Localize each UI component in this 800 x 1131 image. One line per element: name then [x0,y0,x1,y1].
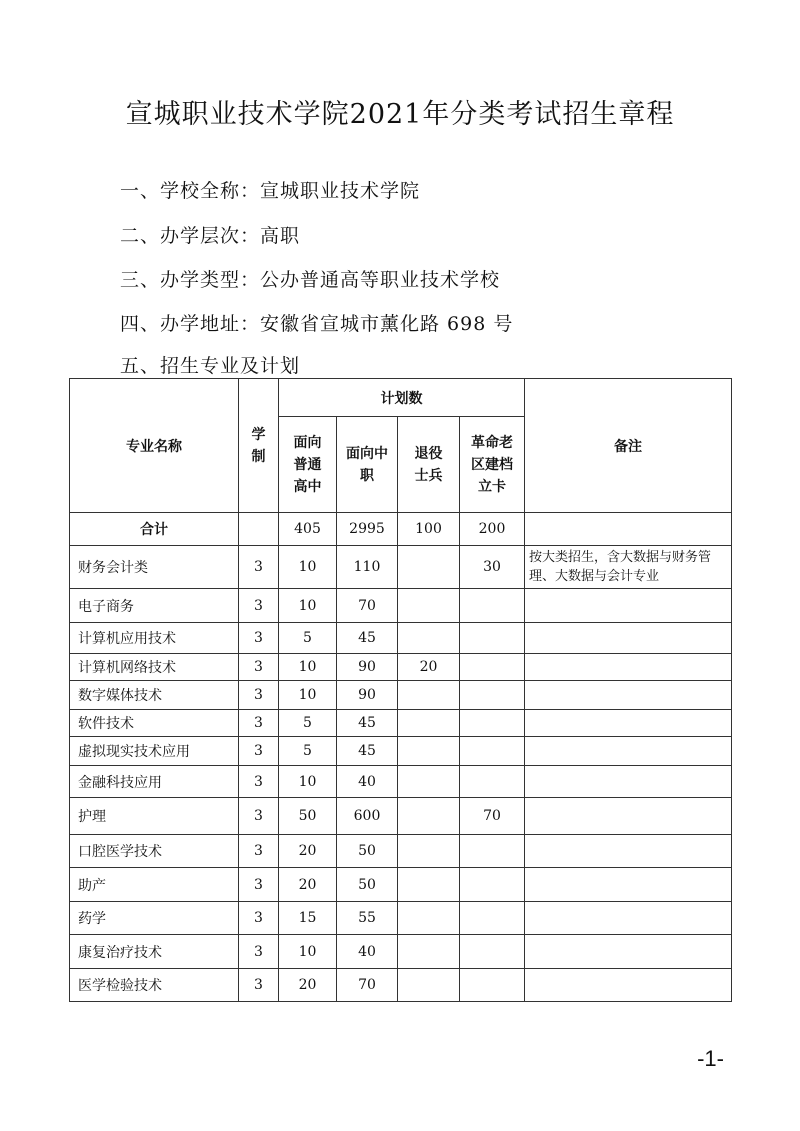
row-remark [525,623,732,654]
row-vocational: 110 [337,546,398,589]
info-school-name: 一、学校全称：宣城职业技术学院 [120,180,421,202]
row-high-school: 5 [279,737,337,766]
row-major: 数字媒体技术 [70,681,239,710]
row-high-school: 20 [279,835,337,868]
row-major: 财务会计类 [70,546,239,589]
row-duration: 3 [239,935,279,969]
row-major: 电子商务 [70,589,239,623]
row-veteran [398,868,460,902]
row-revolutionary [460,868,525,902]
info-address: 四、办学地址：安徽省宣城市薰化路 698 号 [120,313,514,335]
row-remark [525,902,732,935]
row-remark [525,766,732,798]
row-vocational: 50 [337,835,398,868]
row-remark [525,737,732,766]
table-row [70,798,732,835]
page-number: -1- [697,1046,724,1071]
row-revolutionary [460,681,525,710]
total-remark [525,513,732,546]
row-revolutionary [460,654,525,681]
row-high-school: 10 [279,654,337,681]
row-duration: 3 [239,710,279,737]
row-duration: 3 [239,681,279,710]
row-veteran [398,589,460,623]
row-high-school: 20 [279,868,337,902]
total-row [70,513,732,546]
row-duration: 3 [239,868,279,902]
table-row [70,902,732,935]
table-row [70,868,732,902]
row-duration: 3 [239,623,279,654]
row-high-school: 20 [279,969,337,1002]
table-row [70,710,732,737]
row-vocational: 70 [337,589,398,623]
row-veteran [398,681,460,710]
row-revolutionary [460,835,525,868]
row-remark [525,798,732,835]
row-remark: 按大类招生，含大数据与财务管理、大数据与会计专业 [525,546,732,589]
row-duration: 3 [239,969,279,1002]
row-high-school: 5 [279,710,337,737]
table-row [70,681,732,710]
row-remark [525,835,732,868]
row-revolutionary [460,902,525,935]
header-duration: 学制 [251,426,266,465]
row-major: 计算机网络技术 [70,654,239,681]
document-title: 宣城职业技术学院2021年分类考试招生章程 [125,99,675,130]
row-major: 护理 [70,798,239,835]
row-revolutionary [460,589,525,623]
row-duration: 3 [239,589,279,623]
row-duration: 3 [239,654,279,681]
row-high-school: 10 [279,766,337,798]
row-high-school: 10 [279,935,337,969]
row-major: 医学检验技术 [70,969,239,1002]
table-row [70,737,732,766]
row-duration: 3 [239,546,279,589]
total-label: 合计 [70,513,239,546]
row-duration: 3 [239,835,279,868]
info-type: 三、办学类型：公办普通高等职业技术学校 [120,269,501,291]
total-veteran: 100 [398,513,460,546]
row-major: 口腔医学技术 [70,835,239,868]
row-duration: 3 [239,798,279,835]
row-veteran [398,546,460,589]
row-veteran [398,798,460,835]
row-major: 药学 [70,902,239,935]
row-major: 金融科技应用 [70,766,239,798]
row-duration: 3 [239,766,279,798]
info-programs-heading: 五、招生专业及计划 [120,355,301,377]
row-remark [525,969,732,1002]
row-high-school: 10 [279,589,337,623]
info-level: 二、办学层次：高职 [120,225,301,247]
total-high-school: 405 [279,513,337,546]
table-row [70,546,732,589]
header-veteran: 退役士兵 [414,445,443,484]
row-major: 助产 [70,868,239,902]
row-vocational: 55 [337,902,398,935]
row-high-school: 5 [279,623,337,654]
row-vocational: 90 [337,681,398,710]
row-major: 虚拟现实技术应用 [70,737,239,766]
row-major: 康复治疗技术 [70,935,239,969]
header-remark: 备注 [525,379,732,513]
table-row [70,935,732,969]
row-vocational: 45 [337,710,398,737]
row-major: 计算机应用技术 [70,623,239,654]
row-remark [525,589,732,623]
total-vocational: 2995 [337,513,398,546]
header-high-school: 面向普通高中 [293,434,322,495]
row-revolutionary [460,766,525,798]
header-major: 专业名称 [70,379,239,513]
row-vocational: 50 [337,868,398,902]
row-veteran [398,737,460,766]
enrollment-plan-table [69,378,732,1002]
row-high-school: 15 [279,902,337,935]
row-high-school: 10 [279,681,337,710]
row-veteran [398,969,460,1002]
row-remark [525,868,732,902]
row-veteran [398,766,460,798]
table-row [70,835,732,868]
row-veteran [398,710,460,737]
row-veteran: 20 [398,654,460,681]
table-row [70,654,732,681]
row-duration: 3 [239,902,279,935]
row-revolutionary [460,737,525,766]
row-veteran [398,835,460,868]
table-row [70,623,732,654]
row-revolutionary [460,710,525,737]
row-revolutionary [460,935,525,969]
table-row [70,766,732,798]
row-veteran [398,935,460,969]
table-row [70,589,732,623]
row-high-school: 50 [279,798,337,835]
row-revolutionary [460,969,525,1002]
header-revolutionary: 革命老区建档立卡 [471,434,513,495]
row-revolutionary: 30 [460,546,525,589]
total-revolutionary: 200 [460,513,525,546]
row-veteran [398,902,460,935]
row-vocational: 45 [337,623,398,654]
row-veteran [398,623,460,654]
row-high-school: 10 [279,546,337,589]
row-vocational: 40 [337,766,398,798]
row-duration: 3 [239,737,279,766]
row-vocational: 45 [337,737,398,766]
row-vocational: 90 [337,654,398,681]
row-remark [525,681,732,710]
row-revolutionary: 70 [460,798,525,835]
row-vocational: 70 [337,969,398,1002]
row-remark [525,710,732,737]
table-row [70,969,732,1002]
total-duration [239,513,279,546]
row-revolutionary [460,623,525,654]
row-vocational: 40 [337,935,398,969]
row-remark [525,654,732,681]
header-plan: 计划数 [279,379,525,417]
header-vocational: 面向中职 [346,445,388,484]
row-remark [525,935,732,969]
row-vocational: 600 [337,798,398,835]
row-major: 软件技术 [70,710,239,737]
